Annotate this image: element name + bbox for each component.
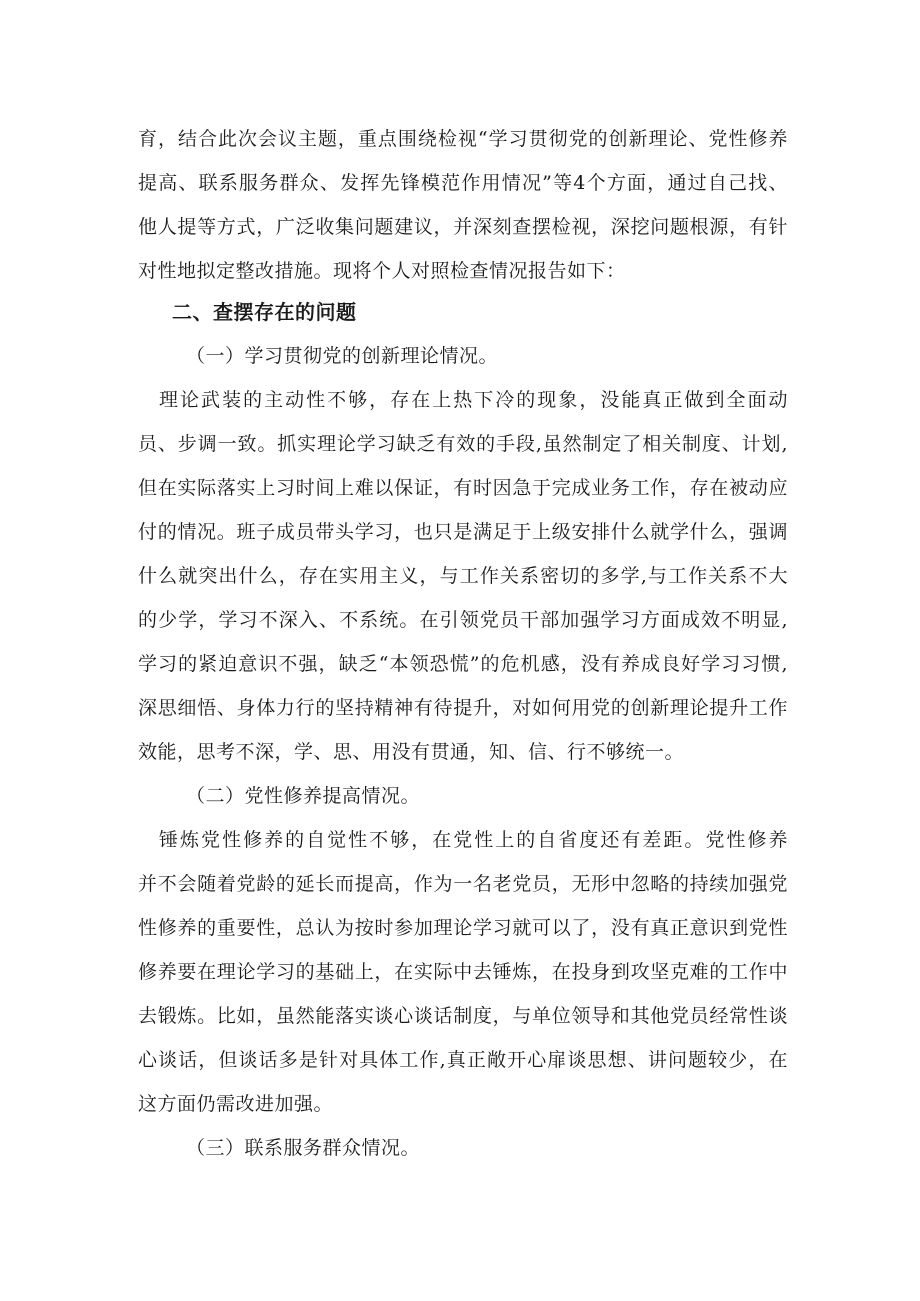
paragraph-line: 深思细悟、身体力行的坚持精神有待提升，对如何用党的创新理论提升工作 <box>138 697 788 719</box>
paragraph-line: 学习的紧迫意识不强，缺乏“本领恐慌”的危机感，没有养成良好学习习惯, <box>138 653 788 675</box>
subsection-title: （一）学习贯彻党的创新理论情况。 <box>186 345 499 367</box>
paragraph-line: 这方面仍需改进加强。 <box>138 1093 334 1115</box>
paragraph-line: 提高、联系服务群众、发挥先锋模范作用情况”等4个方面，通过自己找、 <box>138 172 788 194</box>
subsection-title: （三）联系服务群众情况。 <box>186 1137 421 1159</box>
paragraph-line: 理论武装的主动性不够，存在上热下冷的现象，没能真正做到全面动 <box>138 389 788 411</box>
paragraph-line: 的少学，学习不深入、不系统。在引领党员干部加强学习方面成效不明显, <box>138 609 788 631</box>
paragraph-line: 心谈话，但谈话多是针对具体工作,真正敞开心扉谈思想、讲问题较少，在 <box>138 1049 788 1071</box>
paragraph-line: 付的情况。班子成员带头学习，也只是满足于上级安排什么就学什么，强调 <box>138 521 788 543</box>
paragraph-line: 去锻炼。比如，虽然能落实谈心谈话制度，与单位领导和其他党员经常性谈 <box>138 1005 788 1027</box>
paragraph-line: 性修养的重要性，总认为按时参加理论学习就可以了，没有真正意识到党性 <box>138 917 788 939</box>
paragraph-line: 并不会随着党龄的延长而提高，作为一名老党员，无形中忽略的持续加强党 <box>138 873 788 895</box>
paragraph-line: 效能，思考不深，学、思、用没有贯通，知、信、行不够统一。 <box>138 741 685 763</box>
paragraph-line: 什么就突出什么，存在实用主义，与工作关系密切的多学,与工作关系不大 <box>138 565 788 587</box>
paragraph-line: 他人提等方式，广泛收集问题建议，并深刻查摆检视，深挖问题根源，有针 <box>138 216 788 238</box>
paragraph-line: 修养要在理论学习的基础上，在实际中去锤炼，在投身到攻坚克难的工作中 <box>138 961 788 983</box>
paragraph-line: 锤炼党性修养的自觉性不够，在党性上的自省度还有差距。党性修养 <box>138 829 788 851</box>
paragraph-line: 员、步调一致。抓实理论学习缺乏有效的手段,虽然制定了相关制度、计划, <box>138 433 788 455</box>
subsection-title: （二）党性修养提高情况。 <box>186 785 421 807</box>
paragraph-line: 育，结合此次会议主题，重点围绕检视“学习贯彻党的创新理论、党性修养 <box>138 128 788 150</box>
paragraph-line: 但在实际落实上习时间上难以保证，有时因急于完成业务工作，存在被动应 <box>138 477 788 499</box>
paragraph-line: 对性地拟定整改措施。现将个人对照检查情况报告如下： <box>138 260 626 282</box>
section-heading: 二、查摆存在的问题 <box>172 300 357 324</box>
